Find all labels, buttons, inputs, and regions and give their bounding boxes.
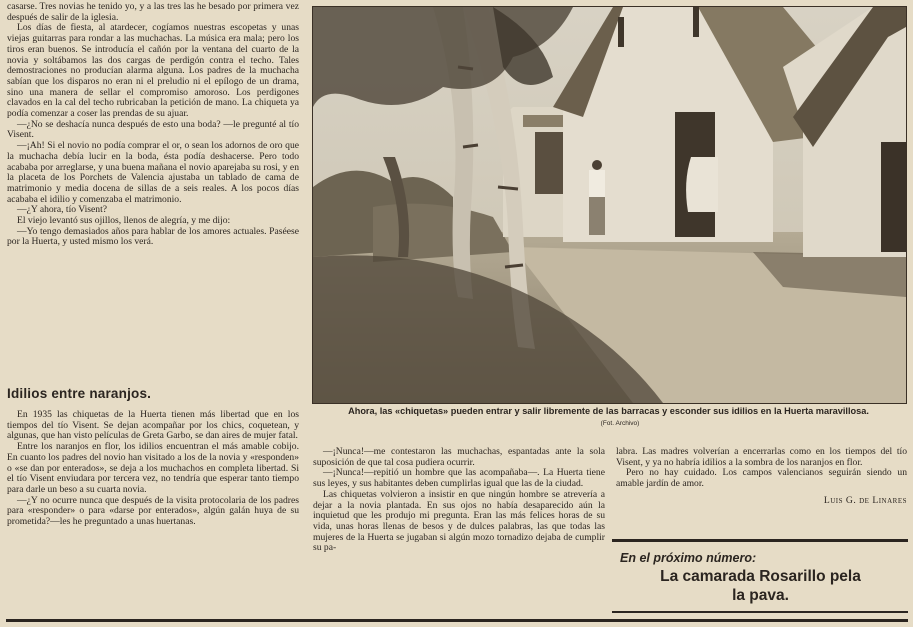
paragraph: labra. Las madres volverían a encerrarlas como en los tiempos del tío Visent, y ya no habría idilios a la sombra de los naranjos en flor. [616, 447, 907, 468]
photo-credit: (Fot. Archivo) [600, 420, 640, 427]
photo-barraca [312, 6, 907, 404]
paragraph: Las chiquetas volvieron a insistir en que ningún hombre se atrevería a dejar a la novia plantada. En sus ojos no había desaparecido aún la inquietud que les produjo mi pregunta. Eran las más felices horas de su vida, unas horas llenas de besos y de dulces palabras, las que todas las mujeres de la Huerta se jugaban si algún mozo tornadizo dejaba de cumplir su pa- [313, 488, 605, 554]
paragraph: El viejo levantó sus ojillos, llenos de alegría, y me dijo: [17, 215, 231, 227]
paragraph: Entre los naranjos en flor, los idilios encuentran el más amable cobijo. En cuanto los padres del novio han visitado a los de la novia y «responden» o «se dan por enterados», se deja a los muchachos en completa libertad. Si el tío Visent enviudara por tercera vez, no tendría que esperar tanto tiempo para darle un beso a su cuarta novia. [7, 441, 299, 495]
promo-label: En el próximo número: [620, 551, 757, 565]
article-column-section [7, 410, 299, 615]
promo-title [612, 567, 909, 605]
paragraph: Los días de fiesta, al atardecer, cogíamos nuestras escopetas y unas viejas guitarras para rondar a las muchachas. La música era mala; pero los tiros eran buenos. Se introducía el cañón por la ventana del cuarto de la novia y soltábamos las dos cargas de perdigón contra el techo. Tales demostraciones no producían alarma alguna. Los padres de la muchacha sabían que los disparos no eran ni el preludio ni el epílogo de un drama, sino una manera de sellar el compromiso amoroso. Los perdigones clavados en la cal del techo rubricaban la petición de mano. La chiqueta ya podía comenzar a coser las prendas de su ajuar. [7, 22, 299, 120]
paragraph: casarse. Tres novias he tenido yo, y a las tres las he besado por primera vez después de salir de la iglesia. [7, 2, 299, 23]
photo-illustration [313, 7, 906, 403]
article-column-middle [313, 447, 605, 617]
photo-caption: Ahora, las «chiquetas» pueden entrar y salir libremente de las barracas y esconder sus idilios en la Huerta maravillosa. [348, 406, 869, 416]
paragraph: En 1935 las chiquetas de la Huerta tienen más libertad que en los tiempos del tío Visent. Se dejan acompañar por los chics, coquetean, y algunas, que han visto películas de Greta Garbo, se dan aires de mujer fatal. [7, 410, 299, 442]
article-column-right [616, 447, 907, 527]
author-signature: Luis G. de Linares [823, 494, 907, 506]
promo-rule-top [612, 539, 908, 542]
paragraph: —¡Ah! Si el novio no podía comprar el or, o sean los adornos de oro que la muchacha debía lucir en la boda, ésta podía deshacerse. Pero todo acababa por arreglarse, y una buena mañana el novio aparejaba su rosi, y en la placeta de los Porchets de Valencia ajustaba un tablado de cama de matrimonio y media docena de sillas de a seis reales. A los pocos días acababa el idilio y comenzaba el matrimonio. [7, 140, 299, 205]
paragraph: —Yo tengo demasiados años para hablar de los amores actuales. Paséese por la Huerta, y usted mismo los verá. [7, 225, 299, 248]
promo-title-line: la pava. [732, 587, 789, 604]
promo-rule-bottom [612, 611, 908, 613]
section-heading: Idilios entre naranjos. [7, 386, 152, 401]
paragraph: —¡Nunca!—repitió un hombre que las acompañaba—. La Huerta tiene sus leyes, y sus habitantes deben cumplirlas igual que las de la ciudad. [313, 467, 605, 490]
page-bottom-rule [6, 619, 908, 622]
paragraph: —¡Nunca!—me contestaron las muchachas, espantadas ante la sola suposición de que tal cosa pudiera ocurrir. [313, 447, 605, 468]
paragraph: Pero no hay cuidado. Los campos valencianos seguirán siendo un amable jardín de amor. [616, 467, 907, 490]
paragraph: —¿Y ahora, tío Visent? [17, 204, 108, 216]
promo-title-line: La camarada Rosarillo pela [660, 568, 861, 585]
paragraph: —¿No se deshacía nunca después de esto una boda? —le pregunté al tío Visent. [7, 118, 299, 141]
paragraph: —¿Y no ocurre nunca que después de la visita protocolaria de los padres para «responder» o para «darse por enterados», algún galán huya de su prometida?—les he preguntado a unas huertanas. [7, 494, 299, 528]
article-column-intro [7, 2, 299, 374]
